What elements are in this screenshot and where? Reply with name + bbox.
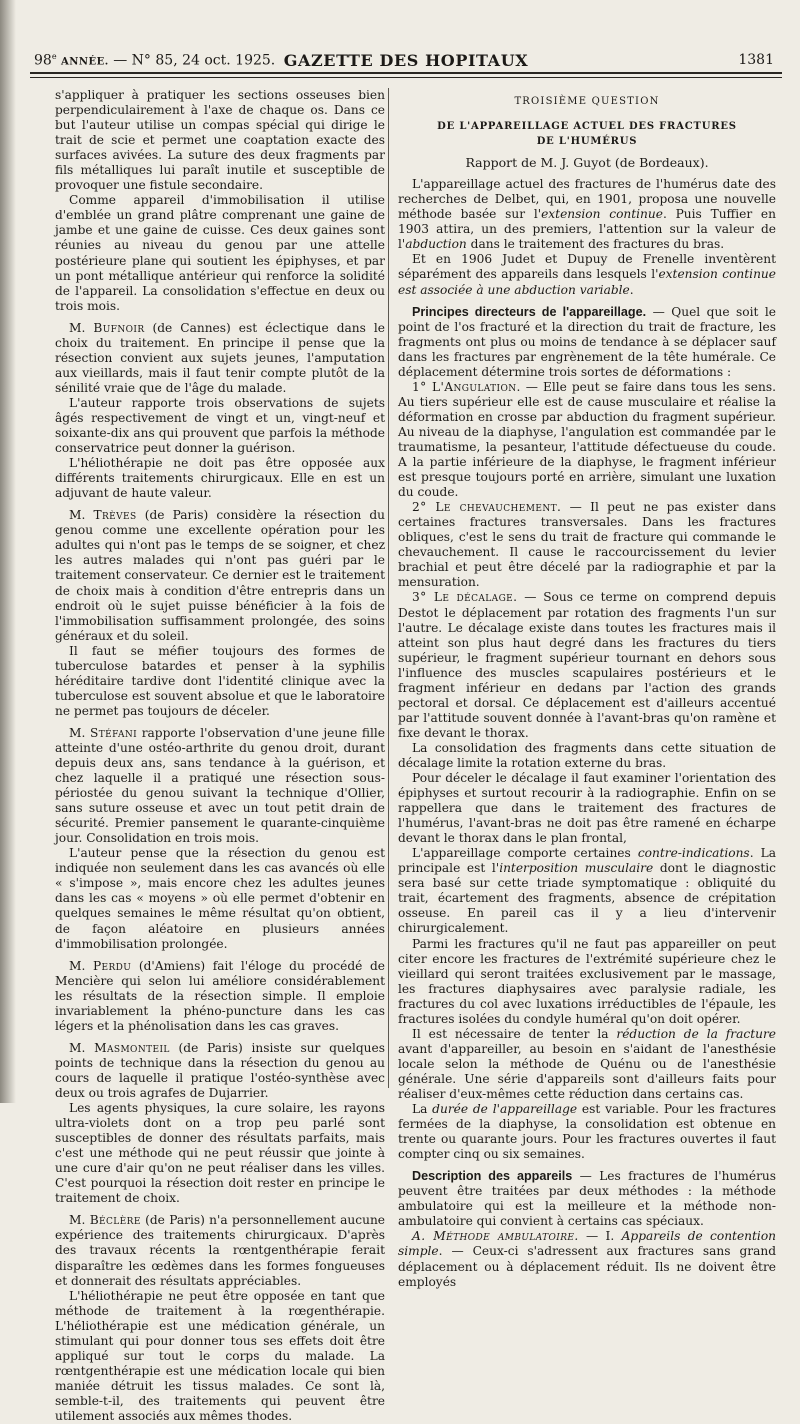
paragraph: L'héliothérapie ne peut être opposée en tant que méthode de traitement à la rœgenthérapie. L'héliothérapie est une médication générale, un stimulant qui pour donner tous ses effets doit être appliqué sur tout le corps du malade. La rœntgenthérapie est une médication locale qui bien maniée détruit les tissus malades. Ce sont là, semble-t-il, des traitements qui peuvent être utilement associés aux mêmes thodes. [55, 1288, 385, 1423]
paragraph: Comme appareil d'immobilisation il utilise d'emblée un grand plâtre comprenant une gaine de jambe et une gaine de cuisse. Ces deux gaines sont réunies au niveau du genou par une attelle postérieure plane qui soutient les épiphyses, et par un pont métallique antérieur qui renforce la solidité de l'appareil. La consolidation s'effectue en deux ou trois mois. [55, 193, 385, 313]
running-header [30, 50, 782, 74]
paragraph: L'héliothérapie ne doit pas être opposée aux différents traitements chirurgicaux. Elle en est un adjuvant de haute valeur. [55, 456, 385, 501]
paragraph: Description des appareils — Les fractures de l'humérus peuvent être traitées par deux méthodes : la méthode ambulatoire qui est la meilleure et la méthode non-ambulatoire qui convient à certains cas spéciaux. [398, 1169, 777, 1229]
issue-year: 98 [34, 52, 52, 69]
author-name: Trèves [93, 508, 137, 523]
paragraph: M. Bufnoir (de Cannes) est éclectique dans le choix du traitement. En principe il pense que la résection convient aux sujets jeunes, l'amputation aux vieillards, mais il faut tenir compte plutôt de la sénilité vraie que de l'âge du malade. [55, 320, 385, 395]
page-number: 1381 [738, 52, 774, 68]
left-column [55, 88, 385, 1424]
paragraph: Et en 1906 Judet et Dupuy de Frenelle inventèrent séparément des appareils dans lesquels l'extension continue est associée à une abduction variable. [398, 252, 776, 297]
author-name: Stéfani [89, 725, 138, 740]
paragraph: A. Méthode ambulatoire. — I. Appareils de contention simple. — Ceux-ci s'adressent aux fractures sans grand déplacement ou à déplacement réduit. Ils ne doivent être employés [398, 1229, 777, 1289]
paragraph: 1° L'Angulation. — Elle peut se faire dans tous les sens. Au tiers supérieur elle est de cause musculaire et réalise la déformation en crosse par abduction du fragment supérieur. Au niveau de la diaphyse, l'angulation est commandée par le traumatisme, la pesanteur, l'attitude défectueuse du coude. A la partie inférieure de la diaphyse, le fragment inférieur est presque toujours porté en arrière, simulant une luxation du coude. [398, 379, 776, 500]
section-heading: Description des appareils [412, 1169, 573, 1184]
header-rule-thin [30, 77, 782, 78]
section-heading: Principes directeurs de l'appareillage. [412, 304, 647, 319]
paragraph: 2° Le chevauchement. — Il peut ne pas exister dans certaines fractures transversales. Dans les fractures obliques, c'est le sens du trait de fracture qui commande le chevauchement. Il cause le raccourcissement du levier brachial et peut être décelé par la radiographie et par la mensuration. [398, 500, 776, 590]
paragraph: L'appareillage comporte certaines contre-indications. La principale est l'interposition musculaire dont le diagnostic sera basé sur cette triade symptomatique : obliquité du trait, écartement des fragments, absence de crépitation osseuse. En pareil cas il y a lieu d'intervenir chirurgicalement. [398, 846, 776, 936]
paragraph: La consolidation des fragments dans cette situation de décalage limite la rotation externe du bras. [398, 740, 776, 770]
question-number: TROISIÈME QUESTION [514, 96, 660, 107]
paragraph: La durée de l'appareillage est variable. Pour les fractures fermées de la diaphyse, la consolidation est obtenue en trente ou quarante jours. Pour les fractures ouvertes il faut compter cinq ou six semaines. [398, 1102, 777, 1162]
paragraph: M. Béclère (de Paris) n'a personnellement aucune expérience des traitements chirurgicaux. D'après des travaux récents la rœntgenthérapie ferait disparaître les œdèmes dans les formes fongueuses et donnerait des résultats appréciables. [55, 1213, 385, 1288]
issue-year-suffix: e [51, 52, 57, 61]
list-label: 3° Le décalage. [412, 590, 518, 605]
issue-label: ANNÉE. [61, 56, 109, 68]
list-label: A. Méthode ambulatoire. [412, 1229, 579, 1244]
author-name: Bufnoir [93, 320, 145, 335]
paragraph: L'auteur pense que la résection du genou est indiquée non seulement dans les cas avancés où elle « s'impose », mais encore chez les adultes jeunes dans les cas « moyens » où elle permet d'obtenir en quelques semaines le même résultat qu'on obtient, de façon aléatoire en plusieurs années d'immobilisation prolongée. [55, 846, 385, 951]
paragraph: M. Stéfani rapporte l'observation d'une jeune fille atteinte d'une ostéo-arthrite du genou droit, durant depuis deux ans, sans tendance à la guérison, et chez laquelle il a pratiqué une résection sous-périostée du genou suivant la technique d'Ollier, sans suture osseuse et avec un tout petit drain de sécurité. Premier pansement le quarante-cinquième jour. Consolidation en trois mois. [55, 725, 385, 846]
paragraph: Il est nécessaire de tenter la réduction de la fracture avant d'appareiller, au besoin en s'aidant de l'anesthésie locale selon la méthode de Quénu ou de l'anesthésie générale. Une série d'appareils sont d'ailleurs faits pour réaliser d'eux-mêmes cette réduction dans certains cas. [398, 1026, 776, 1101]
question-title: DE L'APPAREILLAGE ACTUEL DES FRACTURES [437, 121, 737, 133]
paragraph: M. Masmonteil (de Paris) insiste sur quelques points de technique dans la résection du genou au cours de laquelle il pratique l'ostéo-synthèse avec deux ou trois agrafes de Dujarrier. [55, 1040, 385, 1100]
right-column [398, 88, 776, 1290]
paragraph: s'appliquer à pratiquer les sections osseuses bien perpendiculairement à l'axe de chaque os. Dans ce but l'auteur utilise un compas spécial qui dirige le trait de scie et permet une coaptation exacte des surfaces avivées. La suture des deux fragments par fils métalliques lui paraît inutile et susceptible de provoquer une fistule secondaire. [55, 88, 385, 193]
header-rule-thick [30, 72, 782, 74]
question-title-line2: DE L'HUMÉRUS [536, 136, 638, 148]
paragraph: Il faut se méfier toujours des formes de tuberculose batardes et penser à la syphilis héréditaire tardive dont l'identité clinique avec la tuberculose est souvent absolue et que le laboratoire ne permet pas toujours de déceler. [55, 643, 385, 718]
column-divider [388, 88, 389, 1088]
page-binding-edge [0, 0, 16, 1103]
paragraph: Principes directeurs de l'appareillage. — Quel que soit le point de l'os fracturé et la direction du trait de fracture, les fragments ont plus ou moins de tendance à se déplacer sauf dans les fractures par engrènement de la tête humérale. Ce déplacement détermine trois sortes de déformations : [398, 304, 776, 379]
journal-title: GAZETTE DES HOPITAUX [283, 51, 529, 70]
paragraph: Pour déceler le décalage il faut examiner l'orientation des épiphyses et surtout recourir à la radiographie. Enfin on se rappellera que dans le traitement des fractures de l'humérus, l'avant-bras ne doit pas être ramené en écharpe devant le thorax dans le plan frontal, [398, 771, 776, 846]
paragraph: L'appareillage actuel des fractures de l'humérus date des recherches de Delbet, qui, en 1901, proposa une nouvelle méthode basée sur l'extension continue. Puis Tuffier en 1903 attira, un des premiers, l'attention sur la valeur de l'abduction dans le traitement des fractures du bras. [398, 177, 776, 252]
issue-number-date: — N° 85, 24 oct. 1925. [108, 52, 276, 69]
author-name: Béclère [89, 1213, 141, 1228]
author-name: Perdu [92, 958, 132, 973]
paragraph: M. Trèves (de Paris) considère la résection du genou comme une excellente opération pour les adultes qui n'ont pas le temps de se soigner, et chez les autres malades qui n'ont pas guéri par le traitement conservateur. Ce dernier est le traitement de choix mais à condition d'être entrepris dans un endroit où le sujet puisse bénéficier à la fois de l'immobilisation suffisamment prolongée, des soins généraux et du soleil. [55, 508, 385, 643]
paragraph: 3° Le décalage. — Sous ce terme on comprend depuis Destot le déplacement par rotation des fragments l'un sur l'autre. Le décalage existe dans toutes les fractures mais il atteint son plus haut degré dans les fractures du tiers supérieur, le fragment supérieur tournant en dehors sous l'influence des muscles scapulaires postérieurs et le fragment inférieur en dedans par l'action des grands pectoral et dorsal. Ce déplacement est d'ailleurs accentué par l'attitude souvent donnée à l'avant-bras qu'on ramène et fixe devant le thorax. [398, 590, 776, 740]
paragraph: M. Perdu (d'Amiens) fait l'éloge du procédé de Mencière qui selon lui améliore considérablement les résultats de la résection simple. Il emploie invariablement la phéno-puncture dans les cas légers et la phénolisation dans les cas graves. [55, 958, 385, 1033]
author-name: Masmonteil [94, 1040, 170, 1055]
paragraph: L'auteur rapporte trois observations de sujets âgés respectivement de vingt et un, vingt-neuf et soixante-dix ans qui prouvent que parfois la méthode conservatrice peut donner la guérison. [55, 395, 385, 456]
list-label: 1° L'Angulation. [412, 379, 521, 394]
report-byline: Rapport de M. J. Guyot (de Bordeaux). [465, 155, 709, 171]
paragraph: Les agents physiques, la cure solaire, les rayons ultra-violets dont on a trop peu parlé sont susceptibles de donner des résultats parfaits, mais c'est une méthode qui ne peut réussir que jointe à une cure d'air qu'on ne peut réaliser dans les villes. C'est pourquoi la résection doit rester en principe le traitement de choix. [55, 1101, 385, 1206]
paragraph: Parmi les fractures qu'il ne faut pas appareiller on peut citer encore les fractures de l'extrémité supérieure chez le vieillard qui seront traitées exclusivement par le massage, les fractures diaphysaires avec paralysie radiale, les fractures du col avec luxations irréductibles de l'épaule, les fractures isolées du condyle huméral qu'on doit opérer. [398, 936, 776, 1026]
list-label: 2° Le chevauchement. [412, 500, 562, 515]
